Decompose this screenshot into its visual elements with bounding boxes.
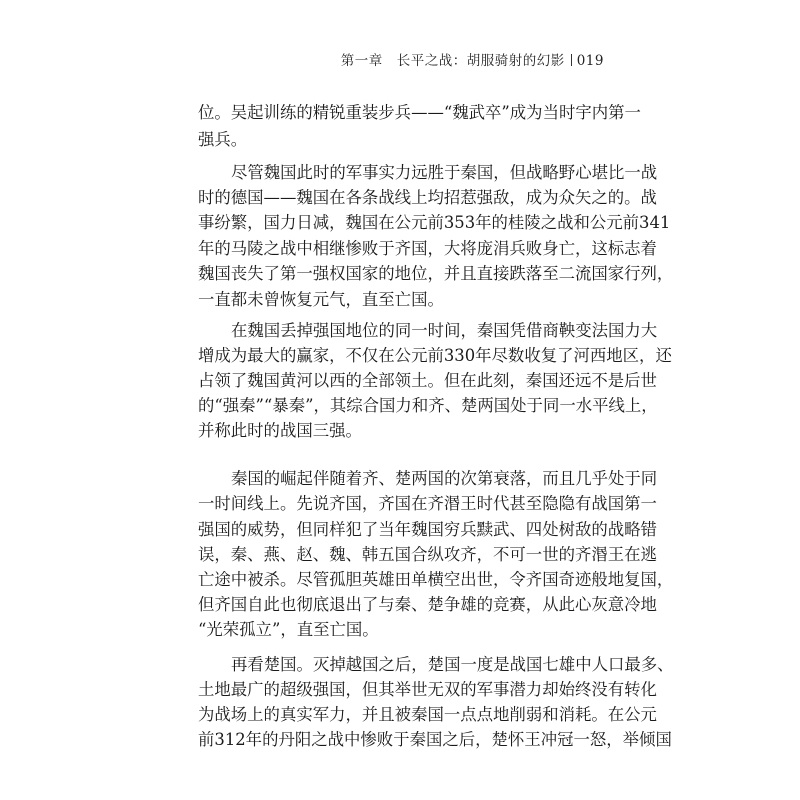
text-line: 位。吴起训练的精锐重装步兵——“魏武卒”成为当时宇内第一 [198,103,641,122]
text-line: 土地最广的超级强国，但其举世无双的军事潜力却始终没有转化 [198,680,657,699]
text-line: 强兵。 [198,130,248,149]
text-line: 一直都未曾恢复元气，直至亡国。 [198,290,444,309]
page-number: 019 [576,53,604,69]
text-line: 但齐国自此也彻底退出了与秦、楚争雄的竞赛，从此心灰意冷地 [198,595,657,614]
paragraph-first-line: 秦国的崛起伴随着齐、楚两国的次第衰落，而且几乎处于同 [231,469,658,488]
text-line: 为战场上的真实军力，并且被秦国一点点地削弱和消耗。在公元 [198,705,657,724]
text-line: 占领了魏国黄河以西的全部领土。但在此刻，秦国还远不是后世 [198,371,657,390]
text-line: 年的马陵之战中相继惨败于齐国，大将庞涓兵败身亡，这标志着 [198,239,657,258]
text-line: 误，秦、燕、赵、魏、韩五国合纵攻齐，不可一世的齐湣王在逃 [198,545,657,564]
text-line: 增成为最大的赢家，不仅在公元前330年尽数收复了河西地区，还 [198,346,672,365]
text-line: 并称此时的战国三强。 [198,421,362,440]
text-line: 的“强秦”“暴秦”，其综合国力和齐、楚两国处于同一水平线上， [198,396,658,415]
paragraph-first-line: 再看楚国。灭掉越国之后，楚国一度是战国七雄中人口最多、 [231,655,674,674]
text-line: 一时间线上。先说齐国，齐国在齐湣王时代甚至隐隐有战国第一 [198,494,657,513]
text-line: 事纷繁，国力日减，魏国在公元前353年的桂陵之战和公元前341 [198,213,671,232]
text-line: 魏国丧失了第一强权国家的地位，并且直接跌落至二流国家行列， [198,264,674,283]
chapter-title: 第一章 长平之战：胡服骑射的幻影 [340,53,565,69]
text-line: 强国的威势，但同样犯了当年魏国穷兵黩武、四处树敌的战略错 [198,520,657,539]
paragraph-first-line: 在魏国丢掉强国地位的同一时间，秦国凭借商鞅变法国力大 [231,321,658,340]
text-line: “光荣孤立”，直至亡国。 [198,620,379,639]
text-line: 前312年的丹阳之战中惨败于秦国之后，楚怀王冲冠一怒，举倾国 [198,730,672,749]
paragraph-first-line: 尽管魏国此时的军事实力远胜于秦国，但战略野心堪比一战 [231,163,658,182]
text-line: 时的德国——魏国在各条战线上均招惹强敌，成为众矢之的。战 [198,188,657,207]
text-line: 亡途中被杀。尽管孤胆英雄田单横空出世，令齐国奇迹般地复国， [198,570,674,589]
